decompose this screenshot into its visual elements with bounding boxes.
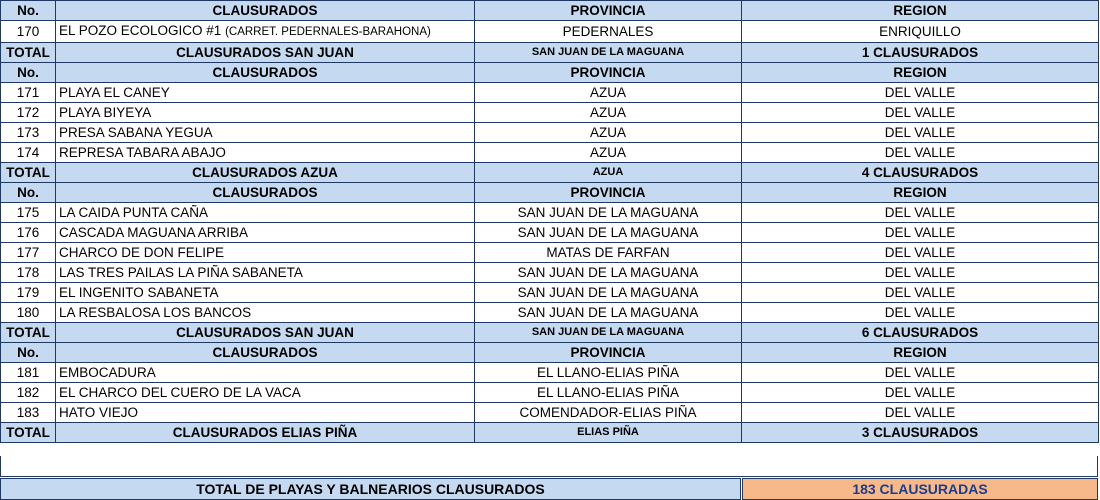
grand-total-label: TOTAL DE PLAYAS Y BALNEARIOS CLAUSURADOS (0, 478, 741, 500)
empty-row (0, 456, 1098, 477)
table-row (1, 283, 1099, 303)
province: SAN JUAN DE LA MAGUANA (475, 283, 742, 303)
region: DEL VALLE (742, 383, 1099, 403)
table-row (1, 203, 1099, 223)
table-body (1, 1, 1099, 443)
site-name (56, 243, 475, 263)
site-name-text: LA RESBALOSA LOS BANCOS (59, 305, 252, 320)
total-row (1, 43, 1099, 63)
region: DEL VALLE (742, 243, 1099, 263)
total-row (1, 423, 1099, 443)
table-row (1, 303, 1099, 323)
total-count: 6 CLAUSURADOS (742, 323, 1099, 343)
row-number: 177 (1, 243, 56, 263)
header-row (1, 343, 1099, 363)
region: DEL VALLE (742, 403, 1099, 423)
region: DEL VALLE (742, 83, 1099, 103)
table-row (1, 223, 1099, 243)
table-row (1, 363, 1099, 383)
grand-total-row (0, 478, 1098, 500)
region: DEL VALLE (742, 223, 1099, 243)
row-number: 170 (1, 21, 56, 43)
row-number: 181 (1, 363, 56, 383)
site-name (56, 363, 475, 383)
header-clausurados: CLAUSURADOS (56, 343, 475, 363)
province: SAN JUAN DE LA MAGUANA (475, 203, 742, 223)
row-number: 176 (1, 223, 56, 243)
total-title: CLAUSURADOS SAN JUAN (56, 323, 475, 343)
total-province: ELIAS PIÑA (475, 423, 742, 443)
site-name-text: LAS TRES PAILAS LA PIÑA SABANETA (59, 265, 303, 280)
province: SAN JUAN DE LA MAGUANA (475, 263, 742, 283)
header-no: No. (1, 343, 56, 363)
total-label: TOTAL (1, 163, 56, 183)
site-name-text: EMBOCADURA (59, 365, 156, 380)
province: AZUA (475, 83, 742, 103)
site-name-text: CASCADA MAGUANA ARRIBA (59, 225, 249, 240)
table-row (1, 21, 1099, 43)
header-row (1, 63, 1099, 83)
site-name (56, 223, 475, 243)
row-number: 175 (1, 203, 56, 223)
table-row (1, 383, 1099, 403)
header-row (1, 1, 1099, 21)
province: PEDERNALES (475, 21, 742, 43)
total-row (1, 323, 1099, 343)
site-name (56, 403, 475, 423)
header-region: REGION (742, 183, 1099, 203)
province: AZUA (475, 103, 742, 123)
site-name-text: PRESA SABANA YEGUA (59, 125, 213, 140)
row-number: 173 (1, 123, 56, 143)
site-name-text: REPRESA TABARA ABAJO (59, 145, 226, 160)
table-row (1, 263, 1099, 283)
header-no: No. (1, 183, 56, 203)
total-title: CLAUSURADOS ELIAS PIÑA (56, 423, 475, 443)
site-name-text: EL POZO ECOLOGICO #1 (59, 23, 222, 38)
province: AZUA (475, 143, 742, 163)
total-label: TOTAL (1, 43, 56, 63)
province: EL LLANO-ELIAS PIÑA (475, 363, 742, 383)
total-province: AZUA (475, 163, 742, 183)
region: DEL VALLE (742, 143, 1099, 163)
table-row (1, 403, 1099, 423)
province: COMENDADOR-ELIAS PIÑA (475, 403, 742, 423)
header-provincia: PROVINCIA (475, 63, 742, 83)
site-name (56, 203, 475, 223)
header-clausurados: CLAUSURADOS (56, 183, 475, 203)
site-name-text: CHARCO DE DON FELIPE (59, 245, 225, 260)
table-row (1, 123, 1099, 143)
site-name (56, 143, 475, 163)
site-name (56, 21, 475, 43)
region: DEL VALLE (742, 363, 1099, 383)
total-title: CLAUSURADOS SAN JUAN (56, 43, 475, 63)
header-provincia: PROVINCIA (475, 343, 742, 363)
total-count: 4 CLAUSURADOS (742, 163, 1099, 183)
region: DEL VALLE (742, 303, 1099, 323)
row-number: 179 (1, 283, 56, 303)
row-number: 182 (1, 383, 56, 403)
province: SAN JUAN DE LA MAGUANA (475, 223, 742, 243)
site-name (56, 263, 475, 283)
region: DEL VALLE (742, 103, 1099, 123)
site-name-text: EL CHARCO DEL CUERO DE LA VACA (59, 385, 301, 400)
row-number: 174 (1, 143, 56, 163)
header-provincia: PROVINCIA (475, 183, 742, 203)
total-province: SAN JUAN DE LA MAGUANA (475, 323, 742, 343)
site-name (56, 83, 475, 103)
total-count: 1 CLAUSURADOS (742, 43, 1099, 63)
header-region: REGION (742, 63, 1099, 83)
header-region: REGION (742, 1, 1099, 21)
total-province: SAN JUAN DE LA MAGUANA (475, 43, 742, 63)
site-name (56, 283, 475, 303)
total-label: TOTAL (1, 423, 56, 443)
header-provincia: PROVINCIA (475, 1, 742, 21)
total-title: CLAUSURADOS AZUA (56, 163, 475, 183)
region: DEL VALLE (742, 283, 1099, 303)
province: EL LLANO-ELIAS PIÑA (475, 383, 742, 403)
site-name-text: HATO VIEJO (59, 405, 139, 420)
row-number: 178 (1, 263, 56, 283)
table-row (1, 143, 1099, 163)
site-name-note: (CARRET. PEDERNALES-BARAHONA) (225, 26, 431, 38)
grand-total-value: 183 CLAUSURADAS (742, 478, 1098, 500)
region: DEL VALLE (742, 123, 1099, 143)
province: SAN JUAN DE LA MAGUANA (475, 303, 742, 323)
header-row (1, 183, 1099, 203)
header-no: No. (1, 1, 56, 21)
row-number: 183 (1, 403, 56, 423)
total-label: TOTAL (1, 323, 56, 343)
site-name (56, 103, 475, 123)
site-name (56, 303, 475, 323)
province: AZUA (475, 123, 742, 143)
site-name-text: EL INGENITO SABANETA (59, 285, 219, 300)
total-count: 3 CLAUSURADOS (742, 423, 1099, 443)
row-number: 171 (1, 83, 56, 103)
table-row (1, 243, 1099, 263)
site-name (56, 123, 475, 143)
header-clausurados: CLAUSURADOS (56, 63, 475, 83)
header-no: No. (1, 63, 56, 83)
header-clausurados: CLAUSURADOS (56, 1, 475, 21)
province: MATAS DE FARFAN (475, 243, 742, 263)
row-number: 180 (1, 303, 56, 323)
row-number: 172 (1, 103, 56, 123)
region: DEL VALLE (742, 203, 1099, 223)
region: DEL VALLE (742, 263, 1099, 283)
site-name-text: LA CAIDA PUNTA CAÑA (59, 205, 209, 220)
site-name-text: PLAYA EL CANEY (59, 85, 170, 100)
table-row (1, 103, 1099, 123)
header-region: REGION (742, 343, 1099, 363)
total-row (1, 163, 1099, 183)
site-name (56, 383, 475, 403)
region: ENRIQUILLO (742, 21, 1099, 43)
table-row (1, 83, 1099, 103)
site-name-text: PLAYA BIYEYA (59, 105, 152, 120)
